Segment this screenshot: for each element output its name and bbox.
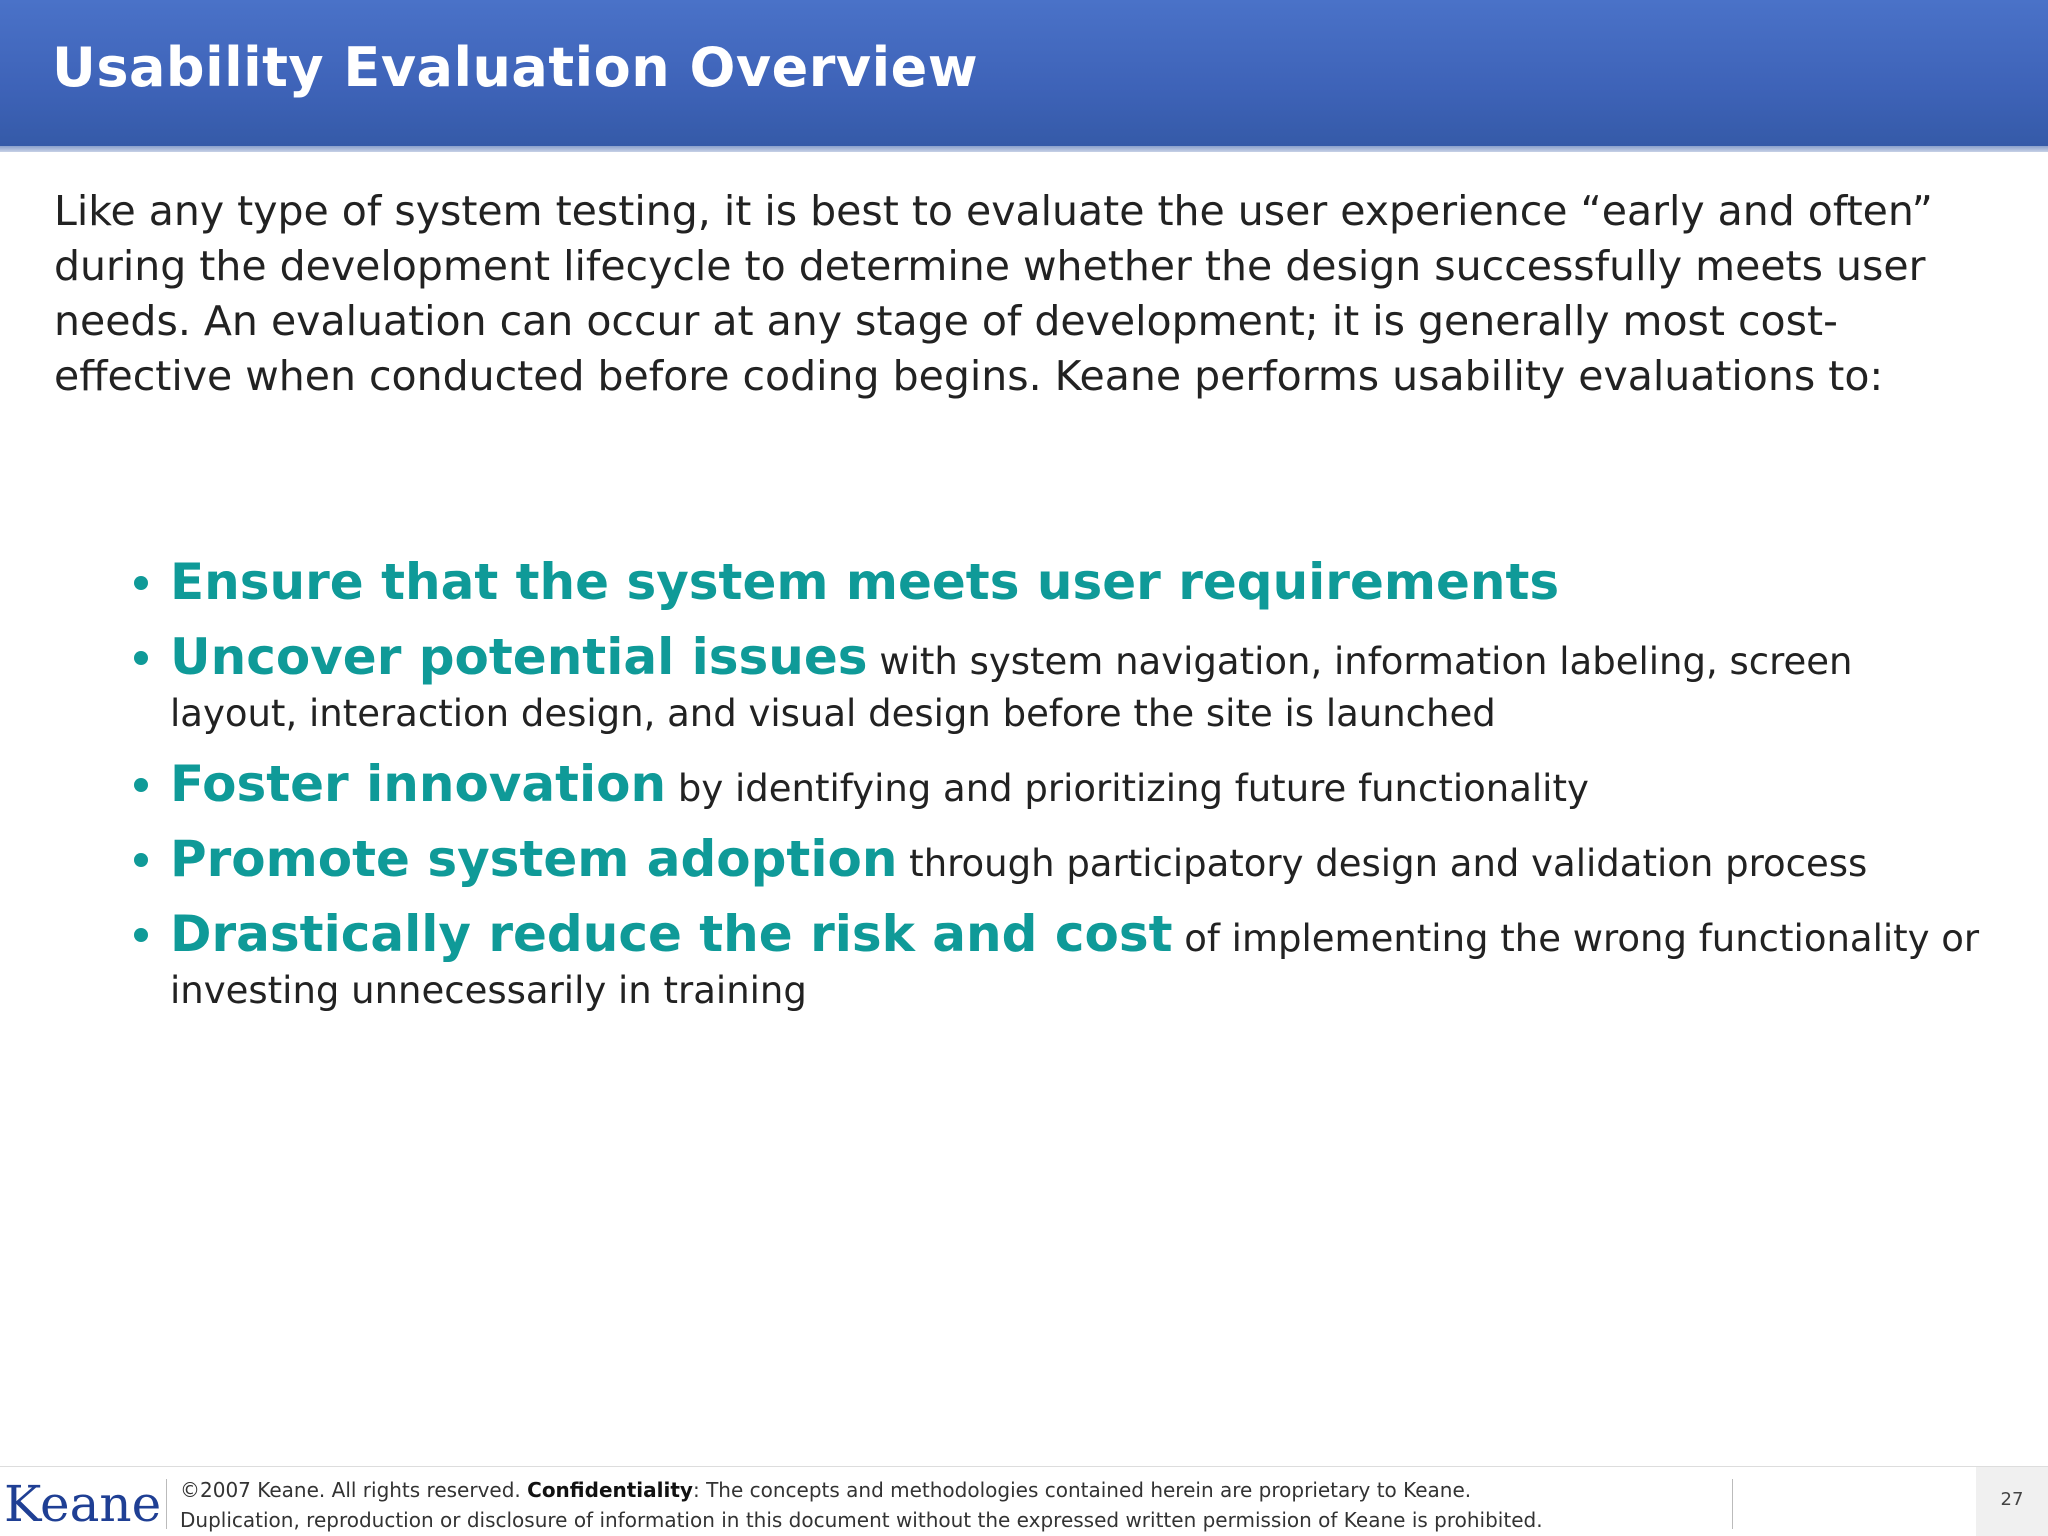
bullet-list <box>130 553 1990 1035</box>
bullet-rest: by identifying and prioritizing future functionality <box>666 767 1589 810</box>
bullet-dot-icon <box>134 576 148 590</box>
intro-paragraph: Like any type of system testing, it is best to evaluate the user experience “early and often” during the development lifecycle to determine whether the design successfully meets user needs. An evaluation can occur at any stage of development; it is generally most cost-effective when conducted before coding begins. Keane performs usability evaluations to: <box>54 187 1933 400</box>
footer-line-1 <box>180 1475 1740 1505</box>
footer-divider <box>1732 1479 1733 1529</box>
header-divider <box>0 146 2048 152</box>
bullet-rest: of implementing the wrong functionality or investing unnecessarily in training <box>170 917 1980 1012</box>
footer-divider <box>166 1479 167 1529</box>
bullet-item <box>130 830 1990 890</box>
bullet-lead: Promote system adoption <box>170 830 898 888</box>
footer-line-2: Duplication, reproduction or disclosure of information in this document without the expressed written permission of Keane is prohibited. <box>180 1508 1543 1532</box>
slide-header <box>0 0 2048 146</box>
bullet-lead: Uncover potential issues <box>170 628 868 686</box>
bullet-lead: Ensure that the system meets user requirements <box>170 553 1560 611</box>
confidentiality-label: Confidentiality <box>527 1478 693 1502</box>
bullet-rest: through participatory design and validation process <box>897 842 1868 885</box>
bullet-dot-icon <box>134 651 148 665</box>
copyright-text: ©2007 Keane. All rights reserved. <box>180 1478 528 1502</box>
page-number-box <box>1976 1467 2048 1536</box>
bullet-lead: Foster innovation <box>170 755 667 813</box>
footer-legal-text <box>180 1475 1740 1535</box>
company-logo: Keane <box>4 1475 162 1533</box>
bullet-dot-icon <box>134 853 148 867</box>
bullet-dot-icon <box>134 778 148 792</box>
slide-footer <box>0 1466 2048 1536</box>
bullet-item <box>130 905 1990 1017</box>
confidentiality-text: : The concepts and methodologies contained herein are proprietary to Keane. <box>692 1478 1472 1502</box>
bullet-item <box>130 553 1990 613</box>
page-number: 27 <box>2000 1489 2024 1510</box>
bullet-item <box>130 755 1990 815</box>
bullet-dot-icon <box>134 928 148 942</box>
slide-title: Usability Evaluation Overview <box>52 36 979 99</box>
bullet-item <box>130 628 1990 740</box>
bullet-rest: with system navigation, information labeling, screen layout, interaction design, and visual design before the site is launched <box>170 640 1853 735</box>
bullet-lead: Drastically reduce the risk and cost <box>170 905 1173 963</box>
